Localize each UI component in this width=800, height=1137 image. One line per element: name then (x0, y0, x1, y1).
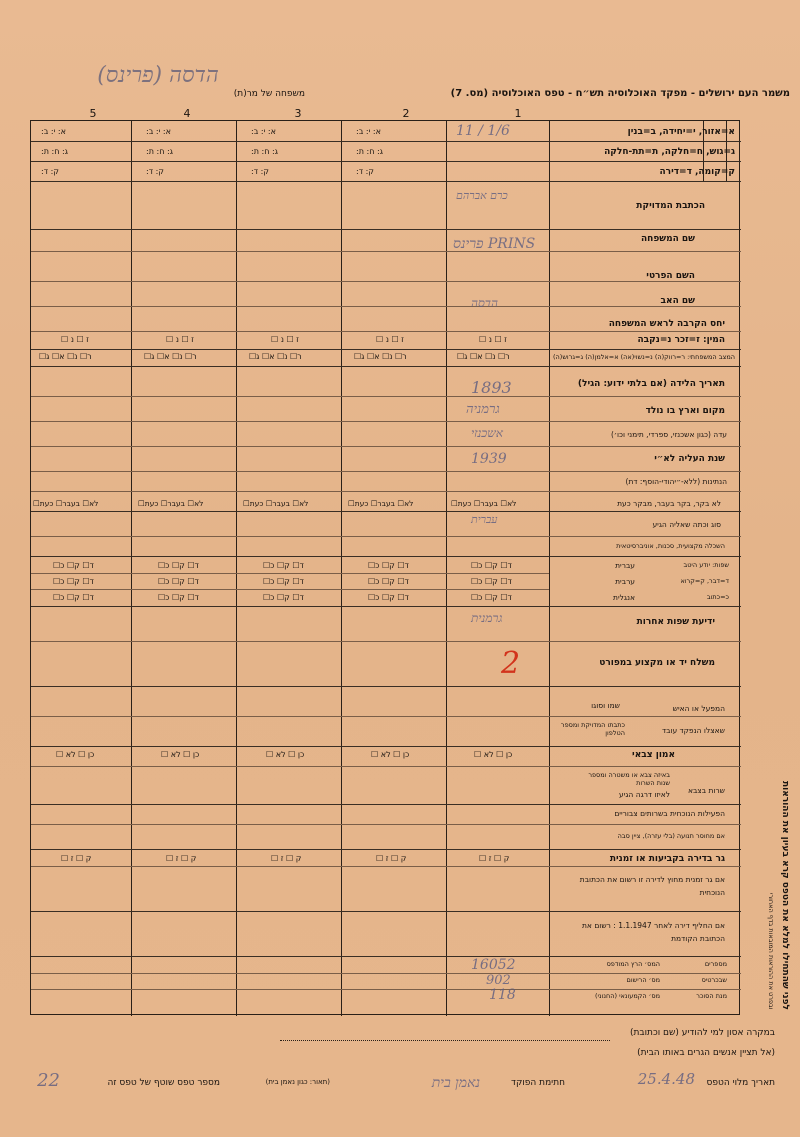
block-fields[interactable]: ג: ח: ת: (146, 147, 173, 156)
row-label-relation: יחס הקרבה לראש המשפחה (608, 319, 725, 329)
row-label-occupation: משלח יד או מקצוע במפורט (599, 658, 715, 668)
form-footer (20, 1020, 780, 1120)
language-checkbox[interactable]: ד☐ ק☐ כ☐ (471, 561, 512, 570)
emergency-line[interactable] (280, 1040, 610, 1041)
handwritten-surname: פרינס PRINS (453, 236, 536, 252)
row-label-address: הכתבת המדויקת (636, 201, 705, 211)
row-label-previous-address: אם החליף דירה לאחר 1.1.1947 : רשום את הכתובת הקודמת (582, 921, 725, 943)
school-checkbox[interactable]: לא☐ בעבר☐ כעת☐ (33, 499, 99, 508)
family-label: משפחה של מר(ת) (233, 89, 305, 99)
row-label-other-langs: ידיעת שפות אחרות (636, 617, 715, 627)
block-fields[interactable]: ג: ח: ת: (356, 147, 383, 156)
row-label-employer: שמו וסוגו (591, 701, 620, 710)
row-label-military-trust: אמון צבאי (632, 750, 675, 760)
language-checkbox[interactable]: ד☐ ק☐ כ☐ (53, 561, 94, 570)
language-checkbox[interactable]: ד☐ ק☐ כ☐ (158, 593, 199, 602)
column-number: 2 (402, 107, 410, 120)
handwritten-grocer: 118 (489, 987, 516, 1003)
language-checkbox[interactable]: ד☐ ק☐ כ☐ (368, 593, 409, 602)
row-label-grocer: מס׳ הקמעונאי (החנוני) (595, 992, 660, 1000)
military-checkbox[interactable]: כן ☐ לא ☐ (161, 750, 200, 759)
row-label-rank: לאיזו דרגה הגיע (618, 790, 670, 799)
row-label-citizenship: הנתינות (ללא-״יהודי-הוסף: דת) (625, 477, 727, 486)
employer-prefix: המפעל או האיש (672, 704, 725, 713)
row-label-grade: סוג וכתה שאליה הגיע (652, 520, 721, 529)
floor-fields[interactable]: ק: ד: (356, 167, 374, 176)
row-label-card-no: המס׳ הרץ המודפס (606, 960, 660, 968)
emergency-label: במקרה אסון למי להודיע (שם וכתובת) (629, 1028, 775, 1038)
row-label-army: באיזה צבא או משטרה ומספר שנות השרות (588, 771, 670, 787)
red-mark: 2 (501, 646, 521, 681)
language-checkbox[interactable]: ד☐ ק☐ כ☐ (471, 577, 512, 586)
row-label-english: אנגלית (613, 593, 635, 602)
language-checkbox[interactable]: ד☐ ק☐ כ☐ (471, 593, 512, 602)
marital-checkbox[interactable]: ר☐ נ☐ א☐ ג☐ (354, 352, 407, 361)
side-instruction-note: ובפרט את ההוראות המובאות בדף האחורי (767, 893, 775, 1010)
sex-checkbox[interactable]: ז ☐ נ ☐ (166, 335, 194, 344)
form-header (20, 86, 790, 104)
area-fields[interactable]: א: י: ב: (146, 127, 171, 136)
row-label-education: השכלה מקצועית, סכנות, אוניברסיטאית (616, 542, 725, 550)
row-label-first-name: השם הפרטי (646, 271, 695, 281)
residence-checkbox[interactable]: ק ☐ ז ☐ (479, 854, 510, 863)
row-label-sex: המין: ז=זכר נ=נקבה (637, 335, 725, 345)
handwritten-signature: נאמן בית (431, 1075, 480, 1091)
residence-checkbox[interactable]: ק ☐ ז ☐ (61, 854, 92, 863)
date-label: תאריך מלוי הטפס (706, 1078, 775, 1088)
sex-checkbox[interactable]: ז ☐ נ ☐ (376, 335, 404, 344)
sex-checkbox[interactable]: ז ☐ נ ☐ (61, 335, 89, 344)
marital-checkbox[interactable]: ר☐ נ☐ א☐ ג☐ (249, 352, 302, 361)
block-fields[interactable]: ג: ח: ת: (251, 147, 278, 156)
area-fields[interactable]: א: י: ב: (41, 127, 66, 136)
handwritten-origin: אשכנזי (471, 426, 503, 440)
row-label-employer-address: כתבתו המדויקת ומספר הטלפון (560, 721, 625, 737)
handwritten-aliya: 1939 (471, 451, 507, 467)
military-checkbox[interactable]: כן ☐ לא ☐ (371, 750, 410, 759)
column-number: 1 (514, 107, 522, 120)
sex-checkbox[interactable]: ז ☐ נ ☐ (479, 335, 507, 344)
row-label-residence: גר בדירה בקביעות או זמנית (609, 854, 725, 864)
marital-checkbox[interactable]: ר☐ נ☐ א☐ ג☐ (39, 352, 92, 361)
sugar-prefix: מנת הסוכר (696, 992, 727, 1000)
block-fields[interactable]: ג: ח: ת: (41, 147, 68, 156)
row-label-surname: שם המשפחה (640, 234, 695, 244)
employer-address-prefix: שאצלו הנפקד עובד (661, 726, 725, 735)
do-not-list-label: (אל תציין אנשים הגרים באותו הבית) (637, 1048, 775, 1058)
row-label-block: ג=גוש, ח=חלקה, ת=תת-חלקה (604, 147, 735, 157)
school-checkbox[interactable]: לא☐ בעבר☐ כעת☐ (138, 499, 204, 508)
side-instruction-main: לפני שהתחילו למלא את הטפס קרא בעיון את ההוראות (780, 781, 790, 1010)
row-label-aliya: שנת העליה לא״י (654, 454, 725, 464)
row-label-father: שם האב (660, 296, 695, 306)
school-checkbox[interactable]: לא☐ בעבר☐ כעת☐ (348, 499, 414, 508)
handwritten-grade: עברית (471, 513, 498, 526)
residence-checkbox[interactable]: ק ☐ ז ☐ (271, 854, 302, 863)
row-label-arabic: ערבית (615, 577, 635, 586)
floor-fields[interactable]: ק: ד: (251, 167, 269, 176)
side-instructions (742, 130, 792, 1010)
floor-fields[interactable]: ק: ד: (146, 167, 164, 176)
military-checkbox[interactable]: כן ☐ לא ☐ (474, 750, 513, 759)
school-checkbox[interactable]: לא☐ בעבר☐ כעת☐ (243, 499, 309, 508)
row-label-birthplace: מקום וארץ בו נולד (645, 406, 725, 416)
residence-checkbox[interactable]: ק ☐ ז ☐ (166, 854, 197, 863)
shared-number-label: מספר טפס שוטף של טפס זה (107, 1078, 220, 1088)
row-label-immobile: אם מחוסר תנועה (בלי עזרה), ציין סבה (617, 832, 725, 840)
handwritten-address: כרם אברהם (456, 189, 508, 202)
column-numbers (30, 107, 550, 121)
handwritten-first-name: הדסה (471, 296, 499, 310)
row-label-reg-no: מס׳ הרישום (626, 976, 660, 984)
column-number: 3 (294, 107, 302, 120)
language-checkbox[interactable]: ד☐ ק☐ כ☐ (158, 561, 199, 570)
language-checkbox[interactable]: ד☐ ק☐ כ☐ (53, 577, 94, 586)
handwritten-shared-number: 22 (37, 1070, 60, 1091)
residence-checkbox[interactable]: ק ☐ ז ☐ (376, 854, 407, 863)
row-label-floor: ק=קומה, ד=דירה (659, 167, 735, 177)
handwritten-reg-no: 902 (486, 973, 511, 988)
example-label: (תאור: כגון נאמן בית) (265, 1078, 330, 1086)
language-checkbox[interactable]: ד☐ ק☐ כ☐ (53, 593, 94, 602)
handwritten-area: 11 / 1/6 (456, 123, 510, 139)
form-grid (30, 120, 740, 1015)
handwritten-family-name: הדסה (פרינס) (97, 63, 219, 88)
language-checkbox[interactable]: ד☐ ק☐ כ☐ (263, 577, 304, 586)
column-number: 5 (89, 107, 97, 120)
army-prefix: שרות בצבא (687, 786, 725, 795)
row-label-public-service: הפעילות הנוכחית בשרותים צבוריים (614, 809, 725, 818)
row-label-temp-address: אם גר זמנית מחוץ לדירה זו רשום את הכתובת הנוכחית (579, 875, 725, 897)
military-checkbox[interactable]: כן ☐ לא ☐ (266, 750, 305, 759)
row-label-origin: עדה (כגון אשכנזי, ספרדי, תימני וכו׳) (610, 430, 727, 439)
column-number: 4 (183, 107, 191, 120)
handwritten-dob: 1893 (471, 378, 512, 397)
marital-checkbox[interactable]: ר☐ נ☐ א☐ ג☐ (457, 352, 510, 361)
military-checkbox[interactable]: כן ☐ לא ☐ (56, 750, 95, 759)
sex-checkbox[interactable]: ז ☐ נ ☐ (271, 335, 299, 344)
signature-label: חתימת הפוקד (511, 1078, 565, 1088)
languages-prefix: כ=כתוב (706, 593, 729, 601)
language-checkbox[interactable]: ד☐ ק☐ כ☐ (368, 577, 409, 586)
school-checkbox[interactable]: לא☐ בעבר☐ כעת☐ (451, 499, 517, 508)
row-label-dob: תאריך הלידה (אם בלתי ידוע: הגיל) (577, 379, 725, 389)
floor-fields[interactable]: ק: ד: (41, 167, 59, 176)
languages-prefix: ד=דבר, ק=קרוא (680, 577, 729, 585)
language-checkbox[interactable]: ד☐ ק☐ כ☐ (263, 593, 304, 602)
sugar-prefix: שבכרטיס (701, 976, 727, 984)
row-label-area: א=אזור, י=יחידה, ב=בנין (627, 127, 735, 137)
language-checkbox[interactable]: ד☐ ק☐ כ☐ (158, 577, 199, 586)
row-label-marital: המצב המשפחתי: ר=רווק(ה) נ=נשוי(אה) א=אלמן(ה) ג=גרוש(ה) (553, 353, 735, 361)
languages-prefix: שפות: יודע היטב (683, 561, 729, 569)
handwritten-birthplace: גרמניה (466, 402, 500, 417)
form-title: משמר העם ירושלים - מפקד האוכלוסיה תש״ח - טפס האוכלוסיה (מס. 7) (450, 88, 790, 99)
marital-checkbox[interactable]: ר☐ נ☐ א☐ ג☐ (144, 352, 197, 361)
area-fields[interactable]: א: י: ב: (356, 127, 381, 136)
area-fields[interactable]: א: י: ב: (251, 127, 276, 136)
row-label-hebrew: עברית (615, 561, 635, 570)
handwritten-date: 25.4.48 (637, 1070, 695, 1088)
handwritten-card-no: 16052 (471, 957, 516, 973)
language-checkbox[interactable]: ד☐ ק☐ כ☐ (263, 561, 304, 570)
handwritten-other-langs: גרמנית (471, 611, 503, 625)
row-label-school: לא בקר, בקר בעבר, מבקר כעת (617, 499, 721, 508)
sugar-prefix: מספרים (704, 960, 727, 968)
language-checkbox[interactable]: ד☐ ק☐ כ☐ (368, 561, 409, 570)
